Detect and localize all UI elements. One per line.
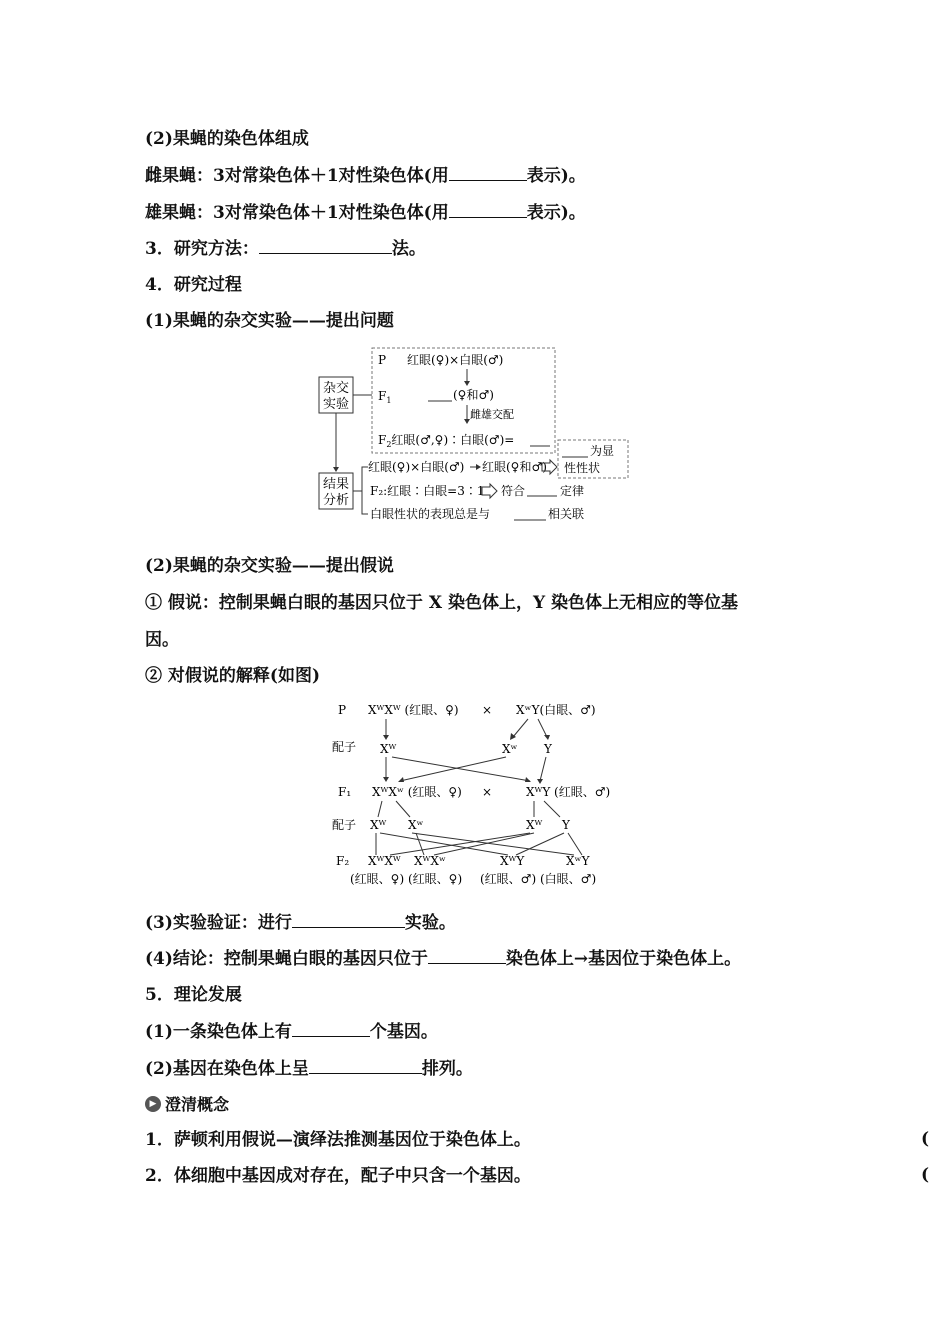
concept-1: 1．萨顿利用假说—演绎法推测基因位于染色体上。 xyxy=(145,1130,531,1150)
answer-paren-2[interactable]: ( xyxy=(921,1165,930,1185)
d2-f1: F₁ xyxy=(338,785,352,799)
play-icon: ▶ xyxy=(145,1096,161,1112)
method-text: 3．研究方法： xyxy=(145,239,259,259)
section-5-title: 5．理论发展 xyxy=(145,985,242,1005)
female-fly-line xyxy=(145,164,586,187)
d2-g-y: Y xyxy=(544,742,552,756)
theory2-text: (2)基因在染色体上呈 xyxy=(145,1059,309,1079)
result-1: 红眼(♀)×白眼(♂) xyxy=(368,460,465,474)
male-fly-text: 雄果蝇：3对常染色体＋1对性染色体(用 xyxy=(145,203,449,223)
blank-conclusion[interactable] xyxy=(428,947,506,964)
cross-experiment-diagram xyxy=(310,343,635,528)
result-1b: 红眼(♀和♂) xyxy=(482,460,547,474)
method-end: 法。 xyxy=(391,239,426,259)
d2-cross1: × xyxy=(482,703,493,717)
box-label-zajiao: 杂交 xyxy=(322,381,350,396)
genetic-explanation-diagram xyxy=(330,695,630,890)
f2-label: $F_2$红眼(♂,♀)∶白眼(♂)= xyxy=(378,433,515,449)
d2-p: P xyxy=(338,703,347,717)
d2-f2: F₂ xyxy=(336,854,350,868)
d2-ph-4: (白眼、♂) xyxy=(540,872,597,886)
d2-f1-female: XᵂXʷ (红眼、♀) xyxy=(372,785,462,799)
theory-line1 xyxy=(145,1020,438,1043)
verification-text: (3)实验验证：进行 xyxy=(145,913,292,933)
d2-g2-2: Xʷ xyxy=(408,818,424,832)
explanation-title: ② 对假说的解释(如图) xyxy=(145,666,321,686)
blank-female[interactable] xyxy=(449,164,527,181)
result-2: F₂:红眼∶白眼=3∶1 xyxy=(370,484,485,498)
theory1-end: 个基因。 xyxy=(369,1022,438,1042)
verification-end: 实验。 xyxy=(404,913,456,933)
section-2-title: (2)果蝇的染色体组成 xyxy=(145,129,309,149)
blank-arrangement[interactable] xyxy=(309,1057,422,1074)
d2-gamete: 配子 xyxy=(332,740,357,754)
result-3b: 相关联 xyxy=(548,507,585,521)
male-fly-line xyxy=(145,201,586,224)
blank-gene-count[interactable] xyxy=(292,1020,370,1037)
blank-method[interactable] xyxy=(259,237,392,254)
hypothesis-line2: 因。 xyxy=(145,630,179,650)
d2-p-female: XᵂXᵂ (红眼、♀) xyxy=(368,703,459,717)
clarify-concept-heading xyxy=(145,1092,229,1115)
conclusion-line xyxy=(145,947,741,970)
f1-label: $F_1$ xyxy=(378,389,392,405)
section-4-title: 4．研究过程 xyxy=(145,275,242,295)
d2-f2-4: XʷY xyxy=(566,854,590,868)
blank-male[interactable] xyxy=(449,201,527,218)
result-2b: 符合 xyxy=(501,484,526,498)
p-cross: 红眼(♀)×白眼(♂) xyxy=(407,353,504,367)
method-line xyxy=(145,237,426,260)
d2-g-xw-big: Xᵂ xyxy=(380,742,397,756)
hypothesis-line1: ① 假说：控制果蝇白眼的基因只位于 X 染色体上，Y 染色体上无相应的等位基 xyxy=(145,593,738,613)
d2-ph-2: (红眼、♀) xyxy=(408,872,463,886)
theory1-text: (1)一条染色体上有 xyxy=(145,1022,292,1042)
result-3: 白眼性状的表现总是与 xyxy=(370,507,491,521)
d2-g-xw-small: Xʷ xyxy=(502,742,518,756)
box-label-jieguo: 结果 xyxy=(322,477,350,492)
cross-question-title: (1)果蝇的杂交实验——提出问题 xyxy=(145,311,394,331)
d2-g2-1: Xᵂ xyxy=(370,818,387,832)
d2-ph-3: (红眼、♂) xyxy=(480,872,537,886)
conclusion-end: 染色体上→基因位于染色体上。 xyxy=(505,949,742,969)
d2-f2-3: XᵂY xyxy=(500,854,525,868)
d2-p-male: XʷY(白眼、♂) xyxy=(516,703,596,717)
result-2c: 定律 xyxy=(560,484,585,498)
d2-g2-3: Xᵂ xyxy=(526,818,543,832)
d2-f2-2: XᵂXʷ xyxy=(414,854,446,868)
d2-gamete2: 配子 xyxy=(332,818,357,832)
theory-line2 xyxy=(145,1057,473,1080)
hypothesis-title: (2)果蝇的杂交实验——提出假说 xyxy=(145,556,394,576)
male-fly-end: 表示)。 xyxy=(526,203,586,223)
concept-2: 2．体细胞中基因成对存在，配子中只含一个基因。 xyxy=(145,1166,531,1186)
blank-verification[interactable] xyxy=(292,911,405,928)
d2-cross2: × xyxy=(482,785,493,799)
clarify-concept-label: 澄清概念 xyxy=(165,1095,230,1114)
f1-text: (♀和♂) xyxy=(453,388,494,402)
box-text1: 为显 xyxy=(590,444,615,458)
d2-g2-4: Y xyxy=(562,818,570,832)
box-label-shiyan2: 实验 xyxy=(322,397,350,412)
d2-ph-1: (红眼、♀) xyxy=(350,872,405,886)
p-label: P xyxy=(378,353,387,367)
theory2-end: 排列。 xyxy=(421,1059,473,1079)
box-label-fenxi: 分析 xyxy=(322,493,350,508)
box-text2: 性性状 xyxy=(564,461,601,475)
d2-f1-male: XᵂY (红眼、♂) xyxy=(526,785,611,799)
conclusion-text: (4)结论：控制果蝇白眼的基因只位于 xyxy=(145,949,428,969)
verification-line xyxy=(145,911,456,934)
mate-label: 雌雄交配 xyxy=(470,408,514,421)
answer-paren-1[interactable]: ( xyxy=(921,1129,930,1149)
female-fly-end: 表示)。 xyxy=(526,166,586,186)
female-fly-text: 雌果蝇：3对常染色体＋1对性染色体(用 xyxy=(145,166,449,186)
d2-f2-1: XᵂXᵂ xyxy=(368,854,401,868)
